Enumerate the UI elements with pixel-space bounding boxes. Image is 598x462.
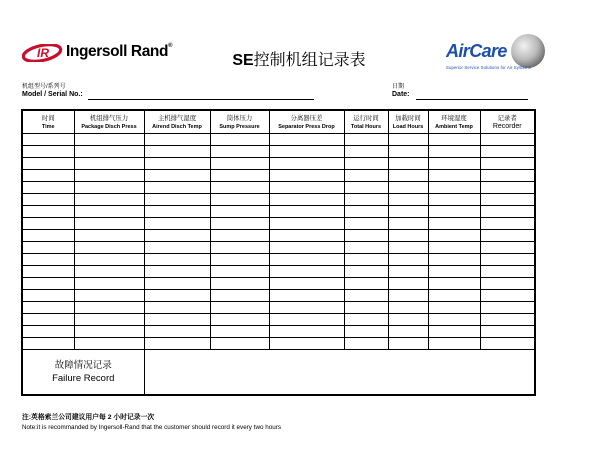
column-header [344, 110, 388, 134]
table-row [22, 242, 535, 254]
table-cell[interactable] [480, 206, 535, 218]
table-cell[interactable] [428, 290, 480, 302]
table-cell[interactable] [74, 254, 144, 266]
table-cell[interactable] [344, 134, 388, 146]
table-cell[interactable] [210, 146, 269, 158]
globe-icon [511, 34, 545, 68]
table-cell[interactable] [210, 206, 269, 218]
column-header-en: Total Hours [350, 123, 382, 130]
table-row [22, 278, 535, 290]
column-header [388, 110, 428, 134]
table-cell[interactable] [344, 314, 388, 326]
table-cell[interactable] [388, 182, 428, 194]
table-cell[interactable] [480, 326, 535, 338]
table-cell[interactable] [22, 158, 74, 170]
table-cell[interactable] [344, 254, 388, 266]
column-header-cn: 筒体压力 [226, 114, 253, 122]
failure-record-label [22, 350, 144, 396]
table-cell[interactable] [428, 326, 480, 338]
column-header [74, 110, 144, 134]
table-cell[interactable] [344, 278, 388, 290]
column-header [480, 110, 535, 134]
table-cell[interactable] [74, 302, 144, 314]
model-label-en: Model / Serial No.: [22, 91, 83, 98]
table-cell[interactable] [210, 314, 269, 326]
column-header-en: Ambient Temp [435, 123, 473, 130]
table-cell[interactable] [428, 254, 480, 266]
table-cell[interactable] [22, 230, 74, 242]
table-cell[interactable] [22, 290, 74, 302]
table-cell[interactable] [74, 194, 144, 206]
table-cell[interactable] [388, 290, 428, 302]
table-cell[interactable] [428, 278, 480, 290]
note-cn: 注:英格索兰公司建议用户每 2 小时记录一次 [22, 414, 155, 421]
table-cell[interactable] [344, 266, 388, 278]
table-cell[interactable] [22, 314, 74, 326]
table-cell[interactable] [210, 338, 269, 350]
table-cell[interactable] [22, 278, 74, 290]
table-cell[interactable] [269, 314, 344, 326]
table-cell[interactable] [344, 170, 388, 182]
table-row [22, 290, 535, 302]
table-cell[interactable] [388, 170, 428, 182]
column-header-cn: 分离器压差 [290, 114, 323, 122]
column-header [210, 110, 269, 134]
table-cell[interactable] [480, 314, 535, 326]
table-cell[interactable] [388, 134, 428, 146]
table-cell[interactable] [480, 170, 535, 182]
table-cell[interactable] [144, 182, 210, 194]
table-cell[interactable] [144, 206, 210, 218]
failure-record-label-cn: 故障情况记录 [54, 360, 112, 371]
table-cell[interactable] [480, 290, 535, 302]
table-cell[interactable] [210, 326, 269, 338]
table-cell[interactable] [210, 182, 269, 194]
column-header [428, 110, 480, 134]
table-cell[interactable] [210, 266, 269, 278]
table-cell[interactable] [269, 158, 344, 170]
table-cell[interactable] [428, 158, 480, 170]
table-cell[interactable] [144, 194, 210, 206]
column-header-en: Airend Disch Temp [152, 123, 202, 130]
table-cell[interactable] [480, 266, 535, 278]
column-header-en: Recorder [492, 122, 522, 130]
table-cell[interactable] [344, 338, 388, 350]
table-cell[interactable] [269, 326, 344, 338]
table-cell[interactable] [22, 338, 74, 350]
table-row [22, 134, 535, 146]
table-cell[interactable] [388, 302, 428, 314]
table-cell[interactable] [210, 278, 269, 290]
table-row [22, 158, 535, 170]
table-cell[interactable] [388, 278, 428, 290]
ingersoll-rand-wordmark: Ingersoll Rand [66, 43, 169, 60]
table-cell[interactable] [74, 266, 144, 278]
failure-record-row [22, 350, 535, 396]
table-cell[interactable] [344, 230, 388, 242]
table-cell[interactable] [210, 218, 269, 230]
column-header-cn: 环境湿度 [441, 114, 467, 122]
table-cell[interactable] [428, 170, 480, 182]
table-cell[interactable] [144, 314, 210, 326]
table-cell[interactable] [210, 170, 269, 182]
table-cell[interactable] [480, 134, 535, 146]
table-cell[interactable] [22, 266, 74, 278]
table-row [22, 230, 535, 242]
table-cell[interactable] [74, 338, 144, 350]
table-row [22, 170, 535, 182]
table-cell[interactable] [144, 218, 210, 230]
table-cell[interactable] [428, 218, 480, 230]
table-cell[interactable] [480, 338, 535, 350]
table-cell[interactable] [210, 242, 269, 254]
table-cell[interactable] [480, 218, 535, 230]
table-cell[interactable] [74, 230, 144, 242]
table-row [22, 314, 535, 326]
table-cell[interactable] [344, 182, 388, 194]
table-cell[interactable] [74, 278, 144, 290]
column-header-cn: 机组排气压力 [89, 114, 129, 122]
table-cell[interactable] [144, 170, 210, 182]
table-row [22, 338, 535, 350]
table-row [22, 326, 535, 338]
table-cell[interactable] [428, 194, 480, 206]
column-header [269, 110, 344, 134]
table-cell[interactable] [144, 266, 210, 278]
table-cell[interactable] [144, 302, 210, 314]
failure-record-field[interactable] [144, 350, 535, 396]
table-cell[interactable] [344, 206, 388, 218]
column-header-cn: 记录者 [497, 114, 517, 122]
table-cell[interactable] [480, 158, 535, 170]
table-cell[interactable] [344, 290, 388, 302]
table-cell[interactable] [428, 146, 480, 158]
table-cell[interactable] [144, 158, 210, 170]
table-row [22, 146, 535, 158]
table-row [22, 194, 535, 206]
table-cell[interactable] [269, 194, 344, 206]
table-cell[interactable] [210, 290, 269, 302]
table-cell[interactable] [22, 242, 74, 254]
table-cell[interactable] [144, 134, 210, 146]
table-row [22, 266, 535, 278]
table-cell[interactable] [388, 146, 428, 158]
table-cell[interactable] [22, 194, 74, 206]
table-cell[interactable] [269, 230, 344, 242]
table-cell[interactable] [344, 218, 388, 230]
table-cell[interactable] [74, 218, 144, 230]
table-header-row [22, 110, 535, 134]
table-cell[interactable] [22, 134, 74, 146]
aircare-logo [444, 34, 556, 74]
table-cell[interactable] [269, 254, 344, 266]
column-header-cn: 主机排气湿度 [157, 114, 197, 122]
table-cell[interactable] [144, 230, 210, 242]
table-cell[interactable] [144, 326, 210, 338]
column-header-cn: 运行时间 [353, 114, 379, 122]
table-cell[interactable] [428, 182, 480, 194]
table-cell[interactable] [144, 242, 210, 254]
table-cell[interactable] [269, 182, 344, 194]
date-label-cn: 日期 [392, 84, 405, 90]
table-cell[interactable] [388, 242, 428, 254]
column-header [22, 110, 74, 134]
title-suffix: 控制机组记录表 [253, 52, 366, 69]
table-cell[interactable] [269, 146, 344, 158]
table-cell[interactable] [74, 314, 144, 326]
table-cell[interactable] [144, 278, 210, 290]
column-header-en: Sump Pressure [219, 123, 260, 130]
table-cell[interactable] [22, 182, 74, 194]
table-cell[interactable] [210, 230, 269, 242]
table-cell[interactable] [210, 302, 269, 314]
table-cell[interactable] [388, 206, 428, 218]
table-cell[interactable] [269, 266, 344, 278]
table-cell[interactable] [344, 302, 388, 314]
table-cell[interactable] [388, 338, 428, 350]
table-cell[interactable] [480, 182, 535, 194]
table-cell[interactable] [388, 254, 428, 266]
table-cell[interactable] [428, 314, 480, 326]
table-cell[interactable] [22, 146, 74, 158]
table-cell[interactable] [144, 338, 210, 350]
table-cell[interactable] [388, 266, 428, 278]
table-cell[interactable] [269, 206, 344, 218]
column-header-en: Separator Press Drop [278, 123, 335, 130]
table-cell[interactable] [22, 170, 74, 182]
table-cell[interactable] [388, 158, 428, 170]
table-cell[interactable] [210, 158, 269, 170]
table-cell[interactable] [480, 146, 535, 158]
table-cell[interactable] [428, 302, 480, 314]
table-cell[interactable] [428, 266, 480, 278]
table-cell[interactable] [269, 278, 344, 290]
table-cell[interactable] [74, 170, 144, 182]
table-cell[interactable] [388, 326, 428, 338]
table-row [22, 206, 535, 218]
table-cell[interactable] [22, 254, 74, 266]
column-header [144, 110, 210, 134]
table-cell[interactable] [428, 230, 480, 242]
table-cell[interactable] [428, 242, 480, 254]
table-cell[interactable] [388, 314, 428, 326]
table-cell[interactable] [344, 158, 388, 170]
table-cell[interactable] [428, 134, 480, 146]
table-cell[interactable] [144, 254, 210, 266]
table-cell[interactable] [269, 338, 344, 350]
table-cell[interactable] [344, 194, 388, 206]
table-cell[interactable] [388, 194, 428, 206]
table-cell[interactable] [74, 326, 144, 338]
table-cell[interactable] [480, 194, 535, 206]
table-cell[interactable] [480, 302, 535, 314]
table-cell[interactable] [74, 242, 144, 254]
table-cell[interactable] [344, 326, 388, 338]
table-cell[interactable] [144, 146, 210, 158]
column-header-cn: 时间 [41, 114, 55, 122]
table-row [22, 254, 535, 266]
table-cell[interactable] [144, 290, 210, 302]
table-cell[interactable] [210, 254, 269, 266]
title-prefix: SE [232, 52, 254, 69]
column-header-en: Package Disch Press [81, 123, 137, 130]
table-cell[interactable] [74, 290, 144, 302]
table-cell[interactable] [22, 302, 74, 314]
table-cell[interactable] [480, 254, 535, 266]
registered-mark: ® [168, 43, 173, 49]
table-cell[interactable] [388, 218, 428, 230]
table-cell[interactable] [480, 278, 535, 290]
table-row [22, 302, 535, 314]
table-cell[interactable] [74, 206, 144, 218]
table-cell[interactable] [269, 218, 344, 230]
aircare-wordmark: AirCare [446, 41, 507, 61]
date-label-en: Date: [392, 91, 410, 98]
failure-record-label-en: Failure Record [52, 373, 115, 384]
model-serial-field[interactable] [88, 99, 314, 100]
model-label-cn: 机组型号/系列号 [22, 84, 66, 90]
table-cell[interactable] [344, 146, 388, 158]
table-row [22, 218, 535, 230]
date-field[interactable] [416, 99, 528, 100]
column-header-en: Load Hours [392, 123, 424, 130]
table-cell[interactable] [269, 242, 344, 254]
table-cell[interactable] [210, 194, 269, 206]
table-cell[interactable] [428, 206, 480, 218]
table-cell[interactable] [74, 134, 144, 146]
table-cell[interactable] [22, 206, 74, 218]
table-cell[interactable] [480, 242, 535, 254]
ir-mark-text: IR [37, 46, 49, 60]
table-cell[interactable] [269, 170, 344, 182]
table-cell[interactable] [344, 242, 388, 254]
table-cell[interactable] [22, 218, 74, 230]
table-cell[interactable] [74, 146, 144, 158]
table-cell[interactable] [74, 158, 144, 170]
table-cell[interactable] [269, 290, 344, 302]
table-cell[interactable] [74, 182, 144, 194]
table-cell[interactable] [269, 134, 344, 146]
table-cell[interactable] [388, 230, 428, 242]
table-cell[interactable] [269, 302, 344, 314]
column-header-en: Time [41, 123, 55, 130]
table-cell[interactable] [22, 326, 74, 338]
table-cell[interactable] [210, 134, 269, 146]
table-cell[interactable] [480, 230, 535, 242]
note-en: Note:it is recommanded by Ingersoll-Rand that the customer should record it every two hours [22, 424, 281, 431]
column-header-cn: 加载时间 [395, 114, 421, 122]
record-table [21, 109, 536, 396]
table-row [22, 182, 535, 194]
table-cell[interactable] [428, 338, 480, 350]
aircare-tagline: Superior Service Solutions for Air Systems [446, 65, 531, 70]
